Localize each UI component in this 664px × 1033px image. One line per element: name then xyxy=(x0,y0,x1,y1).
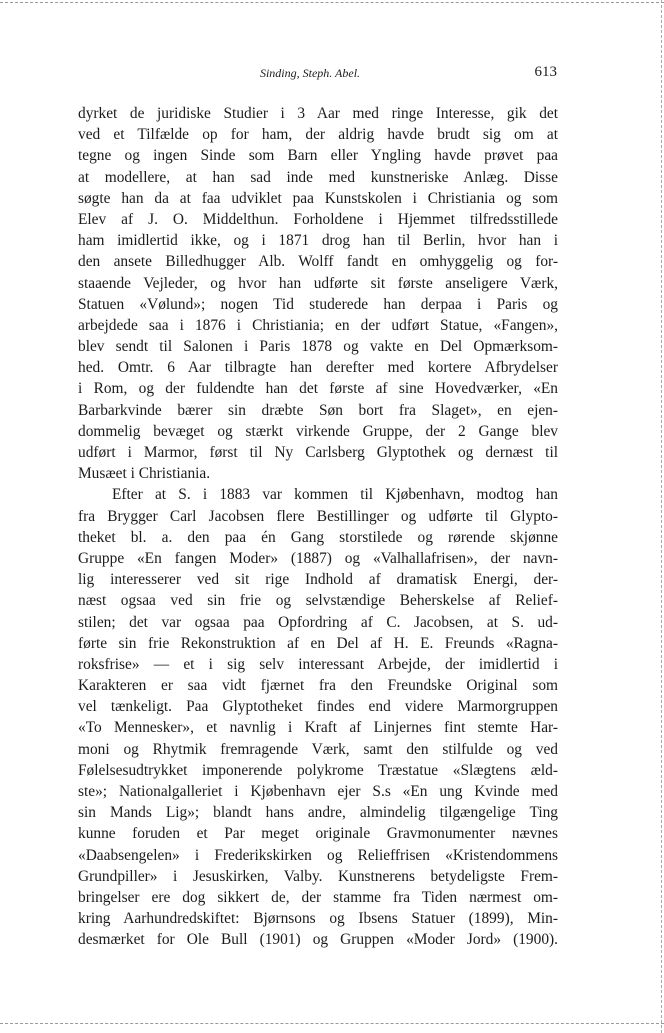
text-line: Elev af J. O. Middelthun. Forholdene i Hjemmet tilfredsstillede xyxy=(78,210,558,228)
text-line: «To Mennesker», et navnlig i Kraft af Linjernes fint stemte Har- xyxy=(78,719,558,737)
text-line: moni og Rhytmik fremragende Værk, samt den stilfulde og ved xyxy=(78,740,558,758)
scan-edge-right xyxy=(661,0,662,1033)
text-line: kring Aarhundredskiftet: Bjørnsons og Ibsens Statuer (1899), Min- xyxy=(78,910,558,928)
page-header xyxy=(0,64,664,84)
text-line: desmærket for Ole Bull (1901) og Gruppen «Moder Jord» (1900). xyxy=(78,931,558,949)
paragraph-last-line: Musæet i Christiania. xyxy=(78,465,211,483)
text-line: arbejdede saa i 1876 i Christiania; en der udført Statue, «Fangen», xyxy=(78,316,558,334)
paragraph-first-line: Efter at S. i 1883 var kommen til Kjøbenhavn, modtog han xyxy=(112,486,558,504)
text-line: i Rom, og der fuldendte han det første af sine Hovedværker, «En xyxy=(78,380,558,398)
text-line: vel tænkeligt. Paa Glyptotheket findes end videre Marmorgruppen xyxy=(78,698,558,716)
text-line: fra Brygger Carl Jacobsen flere Bestillinger og udførte til Glypto- xyxy=(78,507,558,525)
text-line: at modellere, at han sad inde med kunstneriske Anlæg. Disse xyxy=(78,168,558,186)
text-line: næst ogsaa ved sin frie og selvstændige Beherskelse af Relief- xyxy=(78,592,558,610)
text-line: førte sin frie Rekonstruktion af en Del af H. E. Freunds «Ragna- xyxy=(78,634,558,652)
text-line: dyrket de juridiske Studier i 3 Aar med ringe Interesse, gik det xyxy=(78,105,558,122)
text-line: roksfrise» — et i sig selv interessant Arbejde, der imidlertid i xyxy=(78,655,558,673)
text-line: Karakteren er saa vidt fjærnet fra den Freundske Original som xyxy=(78,677,558,695)
text-line: bringelser ere dog sikkert de, der stamme fra Tiden nærmest om- xyxy=(78,888,558,906)
text-line: theket bl. a. den paa én Gang storstilede og rørende skjønne xyxy=(78,528,558,546)
page-number: 613 xyxy=(534,64,557,80)
scan-edge-top xyxy=(0,2,664,3)
text-line: dommelig bevæget og stærkt virkende Gruppe, der 2 Gange blev xyxy=(78,422,558,440)
text-line: tegne og ingen Sinde som Barn eller Yngling havde prøvet paa xyxy=(78,147,558,165)
text-line: Følelsesudtrykket imponerende polykrome Træstatue «Slægtens æld- xyxy=(78,761,558,779)
text-line: lig interesserer ved sit rige Indhold af dramatisk Energi, der- xyxy=(78,571,558,589)
text-line: kunne foruden et Par meget originale Gravmonumenter nævnes xyxy=(78,825,558,843)
text-line: blev sendt til Salonen i Paris 1878 og vakte en Del Opmærksom- xyxy=(78,338,558,356)
text-line: hed. Omtr. 6 Aar tilbragte han derefter med kortere Afbrydelser xyxy=(78,359,558,377)
text-line: ham imidlertid ikke, og i 1871 drog han til Berlin, hvor han i xyxy=(78,232,558,250)
text-line: ste»; Nationalgalleriet i Kjøbenhavn ejer S.s «En ung Kvinde med xyxy=(78,783,558,800)
text-line: stilen; det var ogsaa paa Opfordring af C. Jacobsen, at S. ud- xyxy=(78,613,558,631)
text-line: Barbarkvinde bærer sin dræbte Søn bort fra Slaget», en ejen- xyxy=(78,401,558,419)
scan-edge-bottom xyxy=(0,1023,664,1024)
text-line: udført i Marmor, først til Ny Carlsberg Glyptothek og dernæst til xyxy=(78,444,558,461)
body-text xyxy=(78,103,558,951)
text-line: ved et Tilfælde op for ham, der aldrig havde brudt sig om at xyxy=(78,126,558,144)
text-line: staaende Vejleder, og hvor han udførte sit første anseligere Værk, xyxy=(78,274,558,292)
text-line: Statuen «Vølund»; nogen Tid studerede han derpaa i Paris og xyxy=(78,295,558,313)
text-line: Grundpiller» i Jesuskirken, Valby. Kunstnerens betydeligste Frem- xyxy=(78,867,558,885)
text-line: Gruppe «En fangen Moder» (1887) og «Valhallafrisen», der navn- xyxy=(78,549,558,567)
text-line: sin Mands Lig»; blandt hans andre, almindelig tilgængelige Ting xyxy=(78,804,558,822)
text-line: søgte han da at faa udviklet paa Kunstskolen i Christiania og som xyxy=(78,189,558,207)
text-line: «Daabsengelen» i Frederikskirken og Relieffrisen «Kristendommens xyxy=(78,846,558,864)
text-line: den ansete Billedhugger Alb. Wolff fandt en omhyggelig og for- xyxy=(78,253,558,271)
running-head: Sinding, Steph. Abel. xyxy=(259,66,361,80)
